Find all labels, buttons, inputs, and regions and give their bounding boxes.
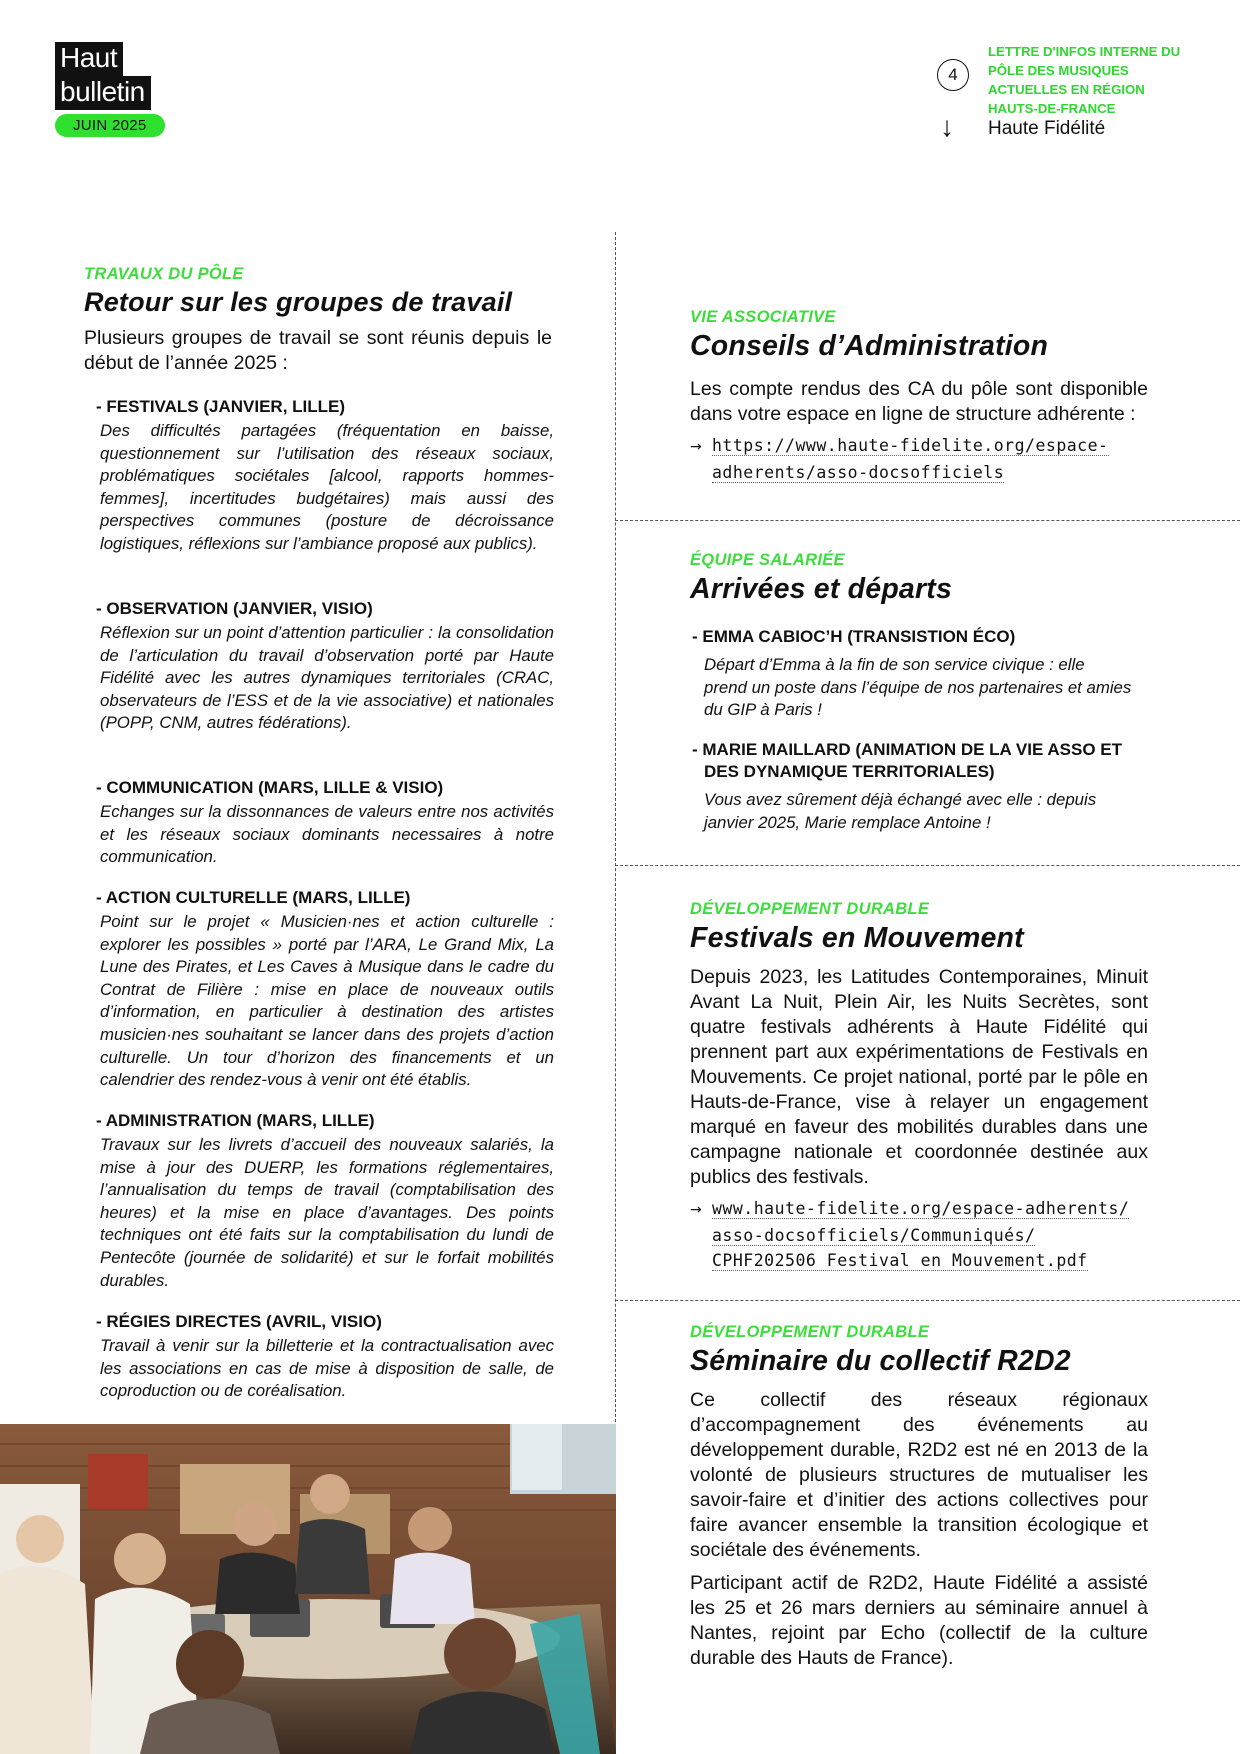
arrow-right-icon: → [690, 1202, 703, 1218]
arrow-down-icon: ↓ [940, 111, 954, 142]
bulletin-logo [55, 42, 185, 137]
section-body: Depuis 2023, les Latitudes Contemporaines, Minuit Avant La Nuit, Plein Air, les Nuits Secrètes, sont quatre festivals adhérents à Haute Fidélité qui prennent part aux expérimentations de Festivals en Mouvements. Ce projet national, porté par le pôle en Hauts-de-France, vise à relayer un engagement marqué en faveur des mobilités durables dans une campagne nationale et coordonnée destinée aux publics des festivals. [690, 966, 1148, 1188]
group-description: Des difficultés partagées (fréquentation en baisse, questionnement sur l’utilisation des réseaux sociaux, problématiques sociétales [alcool, rapports hommes-femmes], incertitudes budgétaires) mais aussi des perspectives communes (posture de décroissance logistiques, réflexions sur l’ambiance proposé aux publics). [100, 421, 554, 553]
newsletter-description: LETTRE D'INFOS INTERNE DU PÔLE DES MUSIQUES ACTUELLES EN RÉGION HAUTS-DE-FRANCE [988, 44, 1181, 116]
section-title: Festivals en Mouvement [690, 922, 1024, 954]
work-groups-section [84, 265, 552, 376]
section-kicker: ÉQUIPE SALARIÉE [690, 551, 845, 569]
group-label: - RÉGIES DIRECTES (AVRIL, VISIO) [96, 1312, 382, 1331]
section-intro: Plusieurs groupes de travail se sont réunis depuis le début de l’année 2025 : [84, 327, 552, 374]
section-kicker: VIE ASSOCIATIVE [690, 308, 836, 326]
group-label: - FESTIVALS (JANVIER, LILLE) [96, 397, 346, 416]
organization-name: Haute Fidélité [988, 118, 1106, 139]
group-label: - ADMINISTRATION (MARS, LILLE) [96, 1111, 375, 1130]
person-label: - EMMA CABIOC’H (TRANSISTION ÉCO) [692, 627, 1016, 646]
group-description: Point sur le projet « Musicien·nes et action culturelle : explorer les possibles » porté par l’ARA, Le Grand Mix, La Lune des Pirates, et Les Caves à Musique dans le cadre du Contrat de Filière : mise en place de nouveaux outils d’information, en particulier à destination des artistes musicien·nes souhaitant se lancer dans des projets d’action culturelle. Un tour d’horizon des financements et un calendrier des rendez-vous à venir ont été établis. [100, 912, 554, 1090]
logo-line-2: bulletin [55, 76, 151, 110]
person-emma [692, 626, 1132, 722]
issue-date-badge: JUIN 2025 [55, 114, 165, 137]
link-line-2[interactable]: adherents/asso-docsofficiels [712, 463, 1005, 482]
person-description: Départ d’Emma à la fin de son service civique : elle prend un poste dans l’équipe de nos partenaires et amies du GIP à Paris ! [704, 655, 1132, 720]
section-title: Retour sur les groupes de travail [84, 287, 513, 317]
section-kicker: DÉVELOPPEMENT DURABLE [690, 1323, 930, 1341]
link-line-3[interactable]: CPHF202506 Festival en Mouvement.pdf [712, 1251, 1088, 1270]
group-label: - ACTION CULTURELLE (MARS, LILLE) [96, 888, 411, 907]
section-title: Séminaire du collectif R2D2 [690, 1345, 1071, 1377]
section-title: Conseils d’Administration [690, 330, 1049, 362]
group-administration [96, 1110, 554, 1292]
section-kicker: TRAVAUX DU PÔLE [84, 265, 244, 283]
person-marie [692, 739, 1142, 834]
person-label: - MARIE MAILLARD (ANIMATION DE LA VIE ASSO ET DES DYNAMIQUE TERRITORIALES) [692, 740, 1123, 781]
link-line-1[interactable]: www.haute-fidelite.org/espace-adherents/ [712, 1199, 1130, 1218]
group-label: - COMMUNICATION (MARS, LILLE & VISIO) [96, 778, 444, 797]
person-description: Vous avez sûrement déjà échangé avec elle : depuis janvier 2025, Marie remplace Antoine ! [704, 790, 1097, 832]
group-description: Travail à venir sur la billetterie et la contractualisation avec les associations en cas de mise à disposition de salle, de coproduction ou de coréalisation. [100, 1336, 554, 1401]
section-paragraph-2: Participant actif de R2D2, Haute Fidélité a assisté les 25 et 26 mars derniers au séminaire annuel à Nantes, rejoint par Echo (collectif de la culture durable des Hauts de France). [690, 1572, 1148, 1669]
section-kicker: DÉVELOPPEMENT DURABLE [690, 900, 930, 918]
group-festivals [96, 396, 554, 556]
section-body: Les compte rendus des CA du pôle sont disponible dans votre espace en ligne de structure adhérente : [690, 378, 1148, 425]
link-line-1[interactable]: https://www.haute-fidelite.org/espace- [712, 436, 1109, 455]
logo-line-1: Haut [55, 42, 123, 76]
ca-section [690, 308, 1148, 485]
section-paragraph-1: Ce collectif des réseaux régionaux d’accompagnement des événements au développement durable, R2D2 est né en 2013 de la volonté de plusieurs structures de mutualiser les savoir-faire et d’initier des actions collectives pour faire avancer ensemble la transition écologique et sociétale des événements. [690, 1389, 1148, 1561]
ca-documents-link[interactable] [690, 433, 1148, 485]
page-number: 4 [937, 59, 969, 91]
group-action-culturelle [96, 887, 554, 1092]
festivals-section [690, 900, 1148, 1273]
r2d2-section [690, 1323, 1148, 1671]
festivals-press-link[interactable] [690, 1196, 1148, 1273]
group-communication [96, 777, 554, 869]
arrow-right-icon: → [690, 439, 703, 455]
link-line-2[interactable]: asso-docsofficiels/Communiqués/ [712, 1226, 1036, 1245]
group-description: Réflexion sur un point d’attention particulier : la consolidation de l’articulation du travail d’observation porté par Haute Fidélité avec les autres dynamiques territoriales (CRAC, observateurs de l’ESS et de la vie associative) et nationales (POPP, CNM, autres fédérations). [100, 623, 554, 733]
section-title: Arrivées et départs [690, 573, 953, 605]
section-divider [615, 865, 1240, 866]
group-description: Travaux sur les livrets d’accueil des nouveaux salariés, la mise à jour des DUERP, les formations réglementaires, l’annualisation du temps de travail (comptabilisation des heures) et la mise en place d’avantages. Des points techniques ont été faits sur la comptabilisation du lundi de Pentecôte (journée de solidarité) et sur le forfait mobilités durables. [100, 1135, 554, 1290]
team-section [690, 551, 1148, 606]
group-description: Echanges sur la dissonnances de valeurs entre nos activités et les réseaux sociaux dominants necessaires à notre communication. [100, 802, 554, 867]
section-divider [615, 520, 1240, 521]
group-regies-directes [96, 1311, 554, 1403]
column-divider [615, 232, 616, 1427]
meeting-photo [0, 1424, 616, 1754]
group-observation [96, 598, 554, 735]
group-label: - OBSERVATION (JANVIER, VISIO) [96, 599, 373, 618]
section-divider [615, 1300, 1240, 1301]
